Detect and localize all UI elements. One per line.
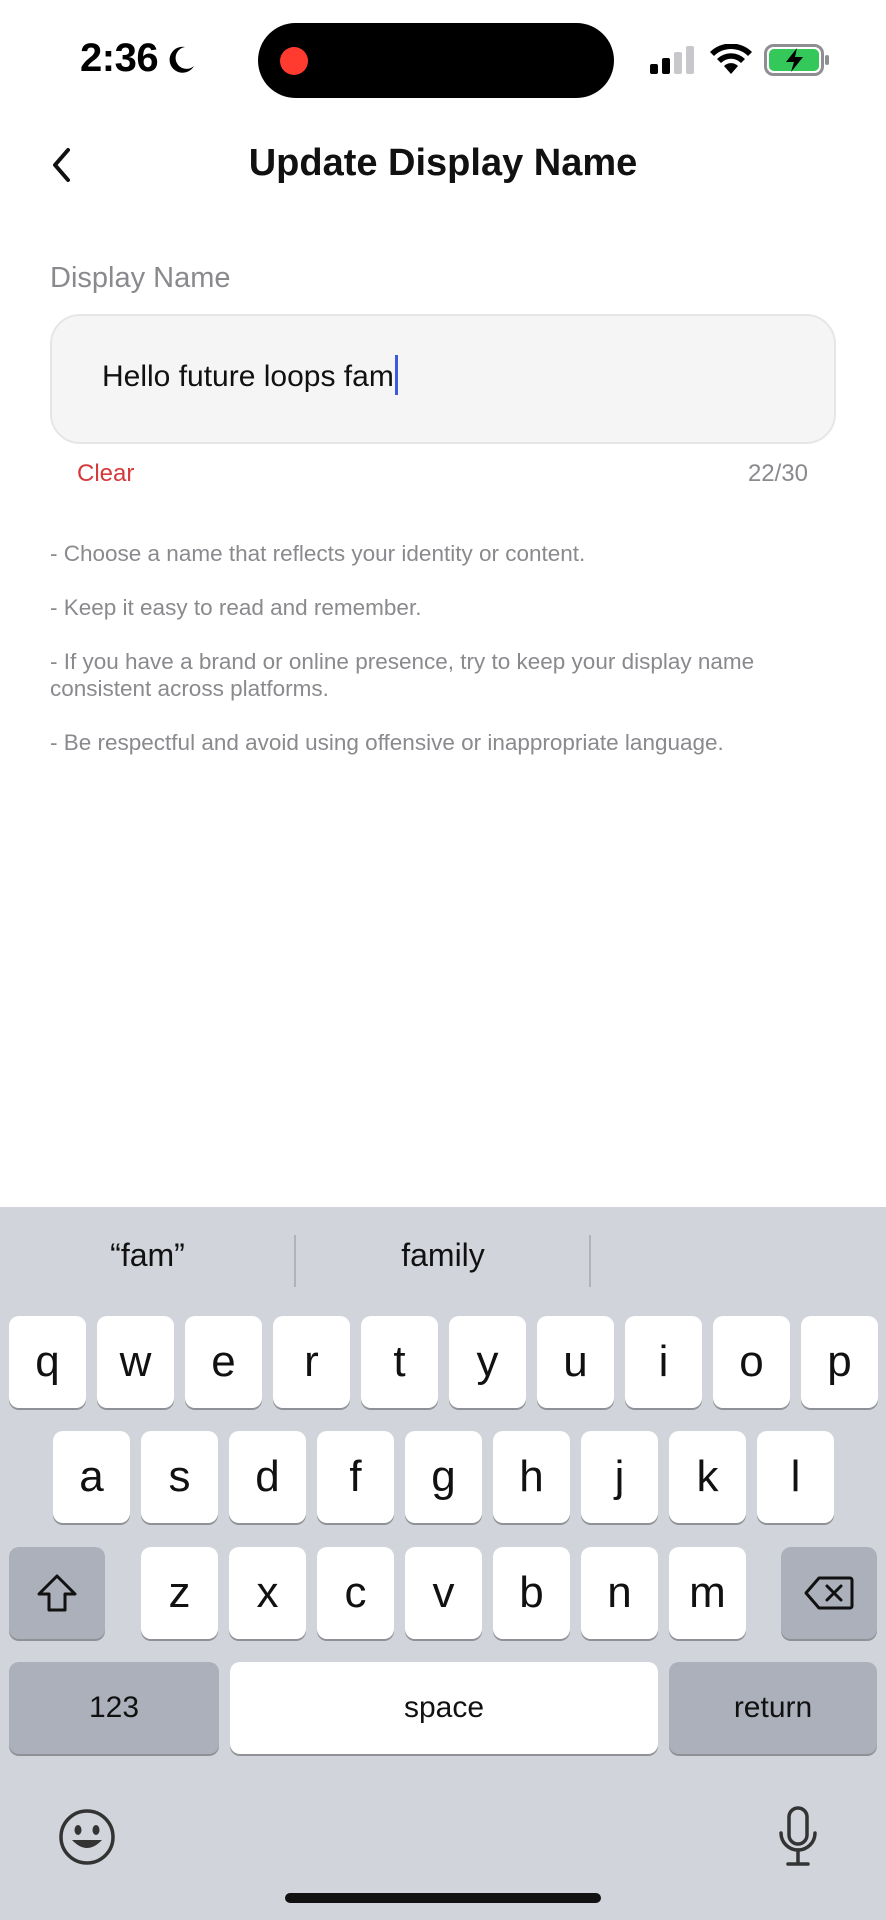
- display-name-label: Display Name: [50, 262, 231, 294]
- shift-key[interactable]: [9, 1547, 105, 1639]
- space-key[interactable]: space: [230, 1662, 658, 1754]
- suggestion-bar: [0, 1207, 886, 1315]
- key-x[interactable]: x: [229, 1547, 306, 1639]
- suggestion-family[interactable]: family: [401, 1237, 485, 1273]
- dynamic-island: [258, 23, 614, 98]
- naming-tips: [50, 540, 840, 783]
- key-m[interactable]: m: [669, 1547, 746, 1639]
- key-a[interactable]: a: [53, 1431, 130, 1523]
- page-title: Update Display Name: [248, 142, 638, 184]
- backspace-key[interactable]: [781, 1547, 877, 1639]
- backspace-icon: [804, 1575, 854, 1611]
- key-j[interactable]: j: [581, 1431, 658, 1523]
- suggestion-divider: [589, 1235, 591, 1287]
- key-s[interactable]: s: [141, 1431, 218, 1523]
- display-name-input[interactable]: [50, 314, 836, 444]
- input-value-text: Hello future loops fam: [102, 360, 394, 393]
- key-t[interactable]: t: [361, 1316, 438, 1408]
- status-bar: [0, 0, 886, 110]
- character-counter: 22/30: [747, 460, 808, 487]
- key-b[interactable]: b: [493, 1547, 570, 1639]
- keyboard: [0, 1207, 886, 1920]
- key-n[interactable]: n: [581, 1547, 658, 1639]
- key-r[interactable]: r: [273, 1316, 350, 1408]
- tip-item: - Be respectful and avoid using offensive or inappropriate language.: [50, 730, 724, 755]
- numbers-key[interactable]: 123: [9, 1662, 219, 1754]
- tip-item: - Choose a name that reflects your identity or content.: [50, 541, 586, 566]
- suggestion-fam-quoted[interactable]: “fam”: [110, 1237, 185, 1273]
- tip-item: - Keep it easy to read and remember.: [50, 595, 422, 620]
- battery-charging-icon: [764, 44, 830, 76]
- home-indicator: [285, 1893, 601, 1903]
- key-d[interactable]: d: [229, 1431, 306, 1523]
- key-w[interactable]: w: [97, 1316, 174, 1408]
- key-i[interactable]: i: [625, 1316, 702, 1408]
- status-time: 2:36: [80, 36, 159, 80]
- emoji-icon[interactable]: [58, 1808, 116, 1866]
- key-l[interactable]: l: [757, 1431, 834, 1523]
- recording-dot-icon: [280, 47, 308, 75]
- key-v[interactable]: v: [405, 1547, 482, 1639]
- wifi-icon: [710, 44, 752, 76]
- key-y[interactable]: y: [449, 1316, 526, 1408]
- key-f[interactable]: f: [317, 1431, 394, 1523]
- key-k[interactable]: k: [669, 1431, 746, 1523]
- key-p[interactable]: p: [801, 1316, 878, 1408]
- clear-button[interactable]: Clear: [77, 460, 135, 487]
- text-caret: [395, 355, 398, 395]
- key-h[interactable]: h: [493, 1431, 570, 1523]
- shift-icon: [35, 1573, 79, 1613]
- key-u[interactable]: u: [537, 1316, 614, 1408]
- microphone-icon[interactable]: [775, 1805, 821, 1869]
- key-e[interactable]: e: [185, 1316, 262, 1408]
- key-z[interactable]: z: [141, 1547, 218, 1639]
- cellular-signal-icon: [650, 46, 696, 74]
- key-g[interactable]: g: [405, 1431, 482, 1523]
- key-o[interactable]: o: [713, 1316, 790, 1408]
- nav-header: [0, 120, 886, 210]
- tip-item: - If you have a brand or online presence, try to keep your display name consistent across platforms.: [50, 649, 755, 701]
- display-name-value: [102, 360, 398, 395]
- key-q[interactable]: q: [9, 1316, 86, 1408]
- return-key[interactable]: return: [669, 1662, 877, 1754]
- key-c[interactable]: c: [317, 1547, 394, 1639]
- moon-icon: [165, 44, 197, 76]
